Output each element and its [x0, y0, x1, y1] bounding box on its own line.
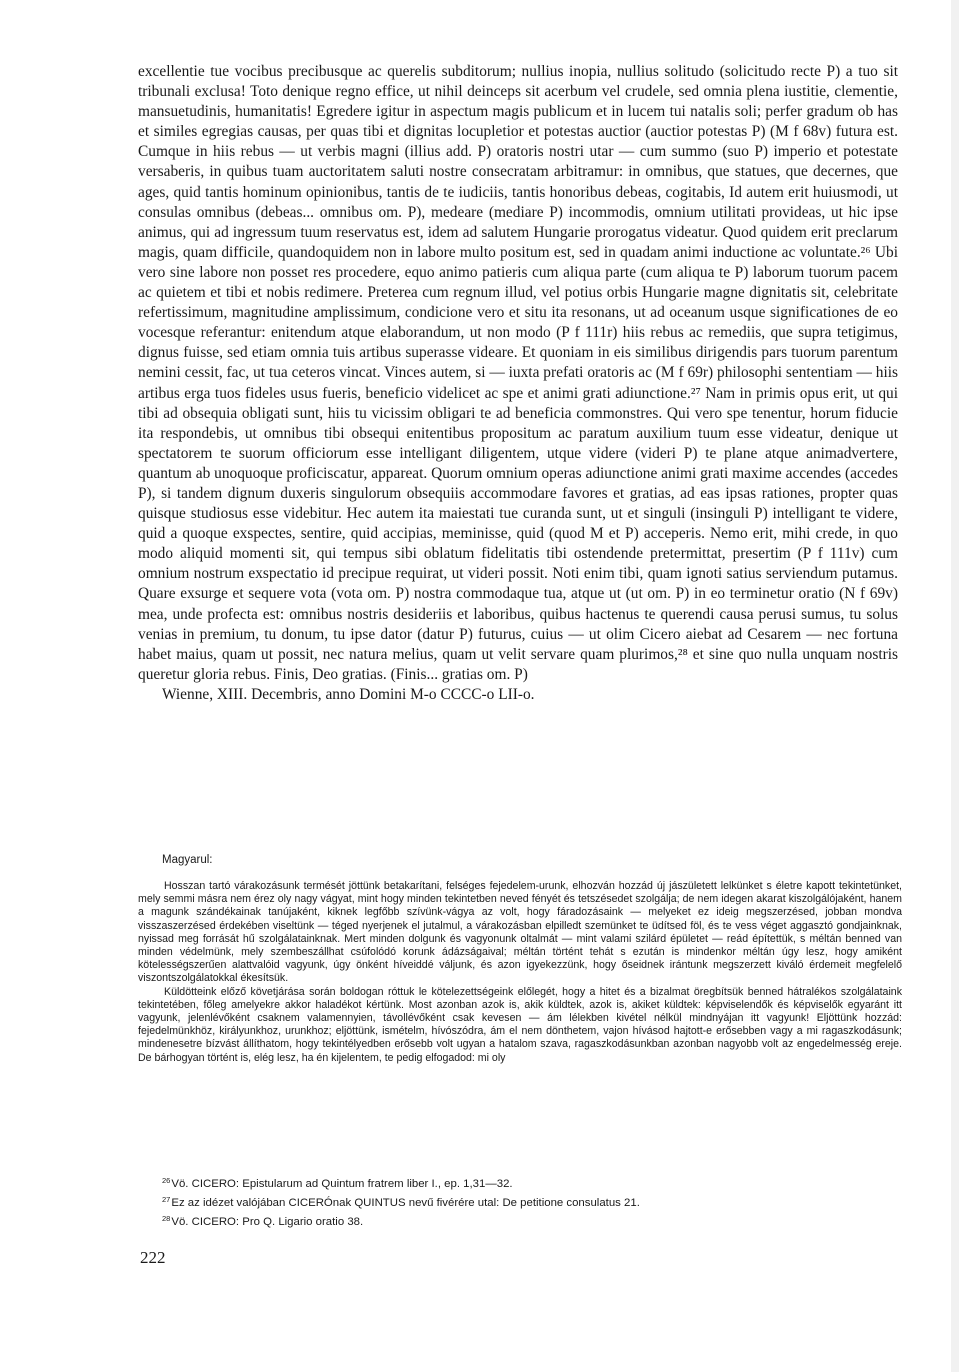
footnote — [162, 1192, 902, 1211]
footnotes — [162, 1173, 902, 1230]
footnote — [162, 1211, 902, 1230]
hungarian-text-block — [138, 880, 902, 1065]
footnote-text: Vö. CICERO: Epistularum ad Quintum fratrem liber I., ep. 1,31—32. — [171, 1178, 513, 1190]
latin-paragraph: excellentie tue vocibus precibusque ac querelis subditorum; nullius inopia, nullius solitudo (solicitudo recte P) a tuo sit tribunali exclusa! Toto denique regno effice, ut nihil deinceps sit acerbum vel crudele, sed omnia plena iustitie, clementie, mansuetudinis, humanitatis! Egredere igitur in aspectum magis publicum et in lucem tui natalis soli; perfer gradum ob has et similes egregias causas, per quas tibi et dignitas locupletior et potestas auctior (auctior potestas P) (M f 68v) futura est. Cumque in hiis rebus — ut verbis magni (illius add. P) oratoris nostri utar — cum summo (suo P) imperio et potestate versaberis, in quibus tuam auctoritatem saluti nostre consecratam arbitramur: in omnibus, que statues, que decernes, que ages, quid tantis hominum opinionibus, tantis de te iudiciis, tantis honoribus debeas, cogitabis, Id autem erit huiusmodi, ut consulas omnibus (debeas... omnibus om. P), medeare (mediare P) incommodis, omnium utilitati provideas, ut hic ipse animus, qui ad ingressum tuum reservatus est, idem ad salutem Hungarie prorogatus videatur. Quod quidem erit preclarum magis, quam difficile, quandoquidem non in labore multo positum est, sed in quadam animi inductione ac voluntate.²⁶ Ubi vero sine labore non posset res procedere, equo animo patieris cum aliqua parte (cum aliqua te P) laborum tuorum pacem ac quietem et tibi et nobis redimere. Preterea cum regnum illud, vel potius orbis Hungarie magne dignitatis sit, celebritate refertissimum, magnitudine amplissimum, condicione vero et situ ita resonans, ut ad oceanum usque significationes de eo vocesque referantur: enitendum atque elaborandum, ut non modo (P f 111r) hiis rebus ac remediis, que supra tetigimus, dignus fuisse, sed etiam omnia tuis artibus superasse videare. Et quoniam in eis similibus dirigendis pars tuorum parentum nemini cessit, fac, ut tua ceteros vincat. Vinces autem, si — iuxta prefati oratoris ac (M f 69r) philosophi sententiam — hiis artibus erga tuos fideles usus fueris, beneficio videlicet ac spe et animi grati adiunctione.²⁷ Nam in primis opus erit, ut qui tibi ad obsequia obligati sunt, hiis tu vicissim obligari te ad beneficia commonstres. Qui vero spe tenentur, horum fiducie ita respondebis, ut omnibus tibi obsequi enitentibus propositum ac paratum auxilium tuum esse videatur, denique ut spectatorem te suorum officiorum esse intelligant diligentem, utque videre (videri P) te plane atque animadvertere, quantum ab unoquoque proficiscatur, appareat. Quorum omnium operas adiunctione animi grati maxime accendes (accedes P), si tandem dignum duxeris singulorum obsequiis accommodare favores et gratias, ad eas ipsas rationes, propter quas quisque studiosus esse videbitur. Hec autem ita maiestati tue curanda sunt, ut et singuli (insinguli P) intelligant te videre, quid a quoque exspectes, sentire, quid accipias, meminisse, quid (quod M et P) acceperis. Nemo erit, mihi crede, in quo modo aliquid momenti sit, qui tempus sibi oblatum fidelitatis tibi ostendende pretermittat, presertim (P f 111v) cum omnium nostrum exspectatio id precipue requirat, ut videri possit. Noti enim tibi, quam ignoti satius serviendum putamus. Quare exsurge et sequere vota (vota om. P) nostra commodaque tua, atque ut (ut om. P) in eo terminetur oratio (N f 69v) mea, unde profecta est: omnibus nostris desideriis et laboribus, quibus hactenus te querendi causa perusi sumus, tu solus venias in premium, tu donum, tu ipse dator (datur P) futurus, cuius — ut olim Cicero aiebat ad Cesarem — nec fortuna habet maius, quam ut possit, nec natura melius, quam ut velit servare quam plurimos,²⁸ et sine quo nulla unquam nostris queretur gloria rebus. Finis, Deo gratias. (Finis... gratias om. P) — [138, 63, 898, 683]
footnote-text: Vö. CICERO: Pro Q. Ligario oratio 38. — [171, 1216, 364, 1228]
footnote-number: 27 — [162, 1195, 171, 1204]
footnote — [162, 1173, 902, 1192]
hungarian-paragraph: Küldötteink előző követjárása során boldogan róttuk le kötelezettségeink előlegét, hogy a hitet és a bizalmat öregbítsük benned hátralékos szolgálataink tekintetében, főleg amelyekre akkor haladékot kértünk. Most azonban azok is, akik küldtek, azok is, akiket küldtek: képviselendők és képviselők egyaránt itt vagyunk, jelenlévőként csaknem valamennyien, távollévőként csak kevesen — ám lélekben kivétel nélkül mindnyájan itt vagyunk! Eljöttünk hozzád: fejedelmünkhöz, királyunkhoz, urunkhoz; eljöttünk, ismételm, hívószódra, ám el nem dönthetem, vajon hívásod hajtott-e erősebben vagy a mi ragaszkodásunk; mindenesetre bízvást állíthatom, hogy tekintélyedben erősebb volt ugyan a hatalom szava, ragaszkodásunkban azonban nagyobb volt az engedelmesség ereje. De bárhogyan történt is, elég lesz, ha én kijelentem, te pedig elfogadod: mi oly — [138, 985, 902, 1064]
hungarian-paragraph: Hosszan tartó várakozásunk termését jöttünk betakarítani, felséges fejedelem-urunk, elhozván hozzád új jászületett lelkünket s életre kapott tekintetünket, mely semmi másra nem érez oly nagy vágyat, mint hogy minden tekintetben neved fényét és tetszésedet szolgálja; de nem idegen akarat kiszolgálójaként, hanem a magunk szándékainak tanújaként, kiknek legfőbb szívünk-vágya az volt, hogy fáradozásaink — melyeket ez ideig megszerzésed, jobban mondva visszaszerzésed érdekében viseltünk — téged nyerjenek el jutalmul, a várakozásban elpilledt szemünket te üdítsed föl, és te vess véget aggasztó gondjainknak, nyissad meg forrását hű szolgálatainknak. Mert minden dolgunk és vagyonunk oltalmát — mint valami szilárd épületet — reád építettük, s méltán benned van minden védelmünk, mely szembeszállhat csúfolódó korunk ádázságaival; méltán történt tehát s ezután is mindenkor méltán úgy lesz, hogy amiként kötelességszerűen alattvalóid vagyunk, úgy önként híveiddé váljunk, és azon igyekezzünk, hogy őseidnek irántunk megszerzett kiváló érdemeit megfelelő viszontszolgálatokkal ékesítsük. — [138, 880, 902, 985]
footnote-number: 26 — [162, 1176, 171, 1185]
page-edge — [951, 0, 959, 1372]
footnote-number: 28 — [162, 1214, 171, 1223]
latin-text-block — [138, 62, 898, 705]
date-line: Wienne, XIII. Decembris, anno Domini M-o CCCC-o LII-o. — [162, 685, 535, 703]
section-label: Magyarul: — [162, 854, 213, 866]
footnote-text: Ez az idézet valójában CICERÓnak QUINTUS nevű fivérére utal: De petitione consulatus 21. — [171, 1197, 640, 1209]
page-number: 222 — [140, 1248, 166, 1267]
